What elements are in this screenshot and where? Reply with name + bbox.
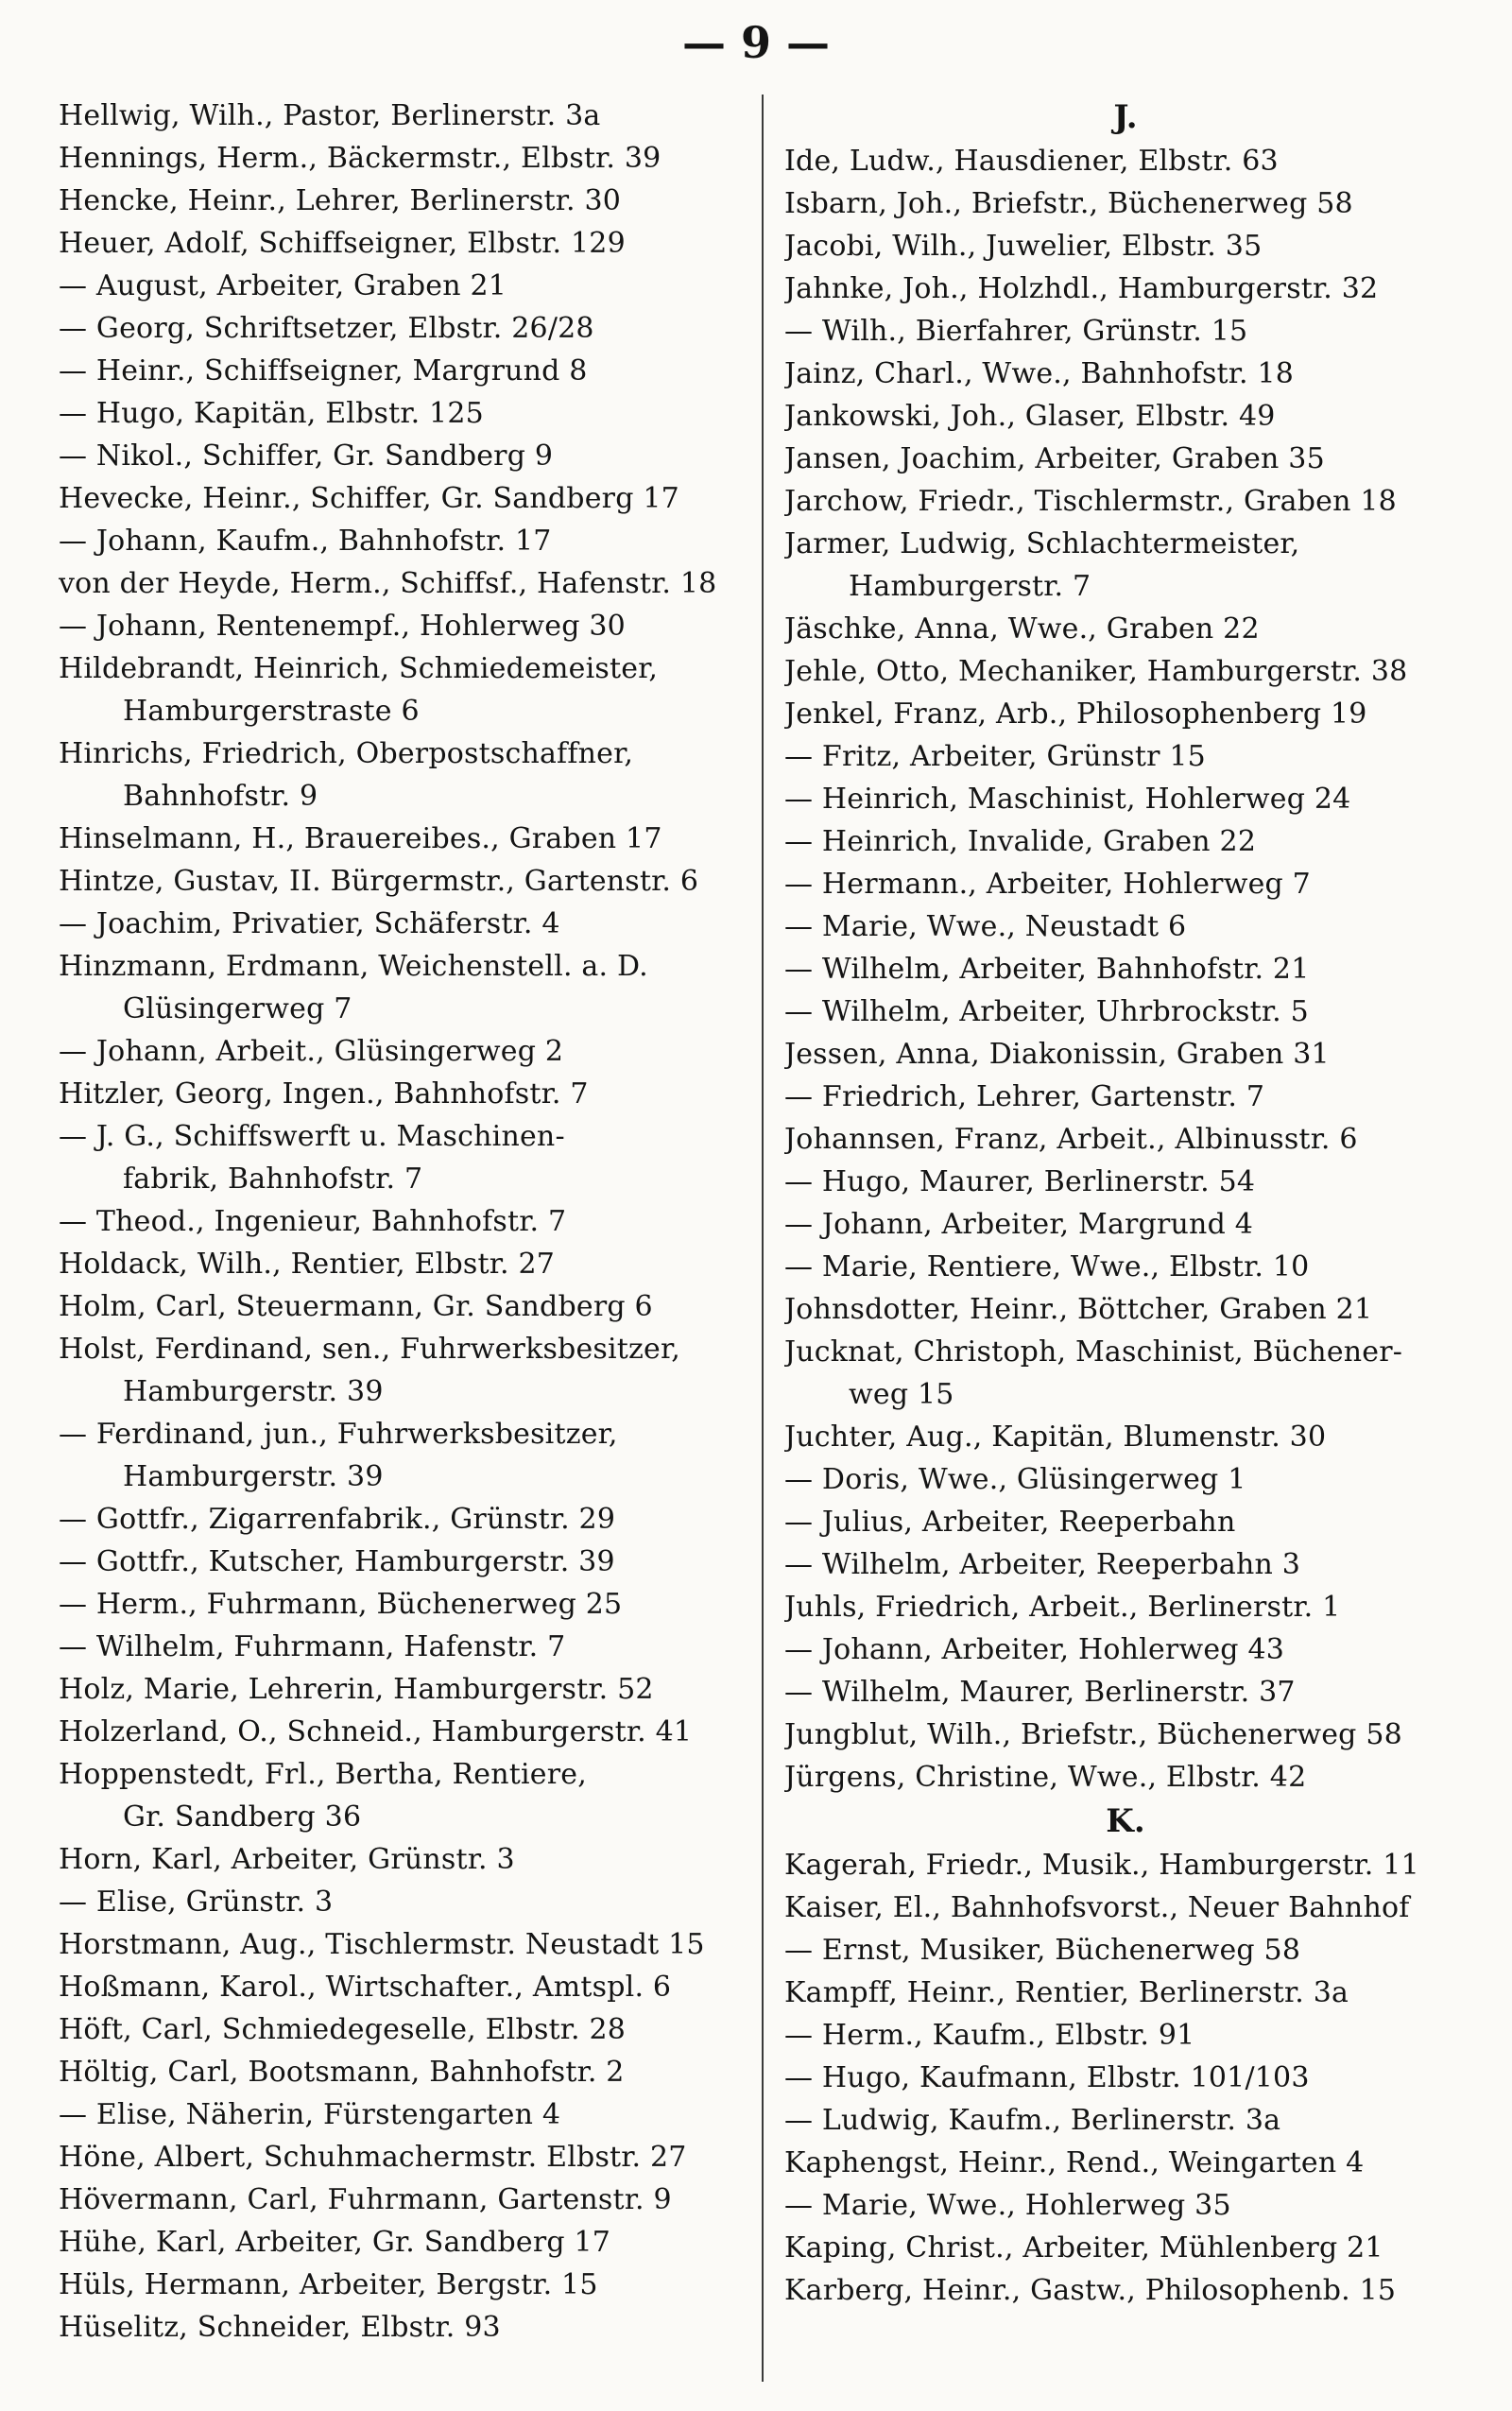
directory-entry: Hüls, Hermann, Arbeiter, Bergstr. 15 (59, 2268, 598, 2301)
columns (59, 95, 1467, 2382)
directory-entry: Kagerah, Friedr., Musik., Hamburgerstr. 11 (784, 1849, 1419, 1882)
directory-entry: Jürgens, Christine, Wwe., Elbstr. 42 (784, 1761, 1307, 1794)
directory-entry: Jehle, Otto, Mechaniker, Hamburgerstr. 38 (784, 655, 1408, 688)
right-column (764, 95, 1467, 2382)
directory-entry: Hitzler, Georg, Ingen., Bahnhofstr. 7 (59, 1077, 589, 1111)
directory-entry: — Julius, Arbeiter, Reeperbahn (784, 1506, 1236, 1539)
directory-entry: — Theod., Ingenieur, Bahnhofstr. 7 (59, 1205, 567, 1238)
directory-entry: — Hermann., Arbeiter, Hohlerweg 7 (784, 868, 1311, 901)
directory-entry: — Elise, Näherin, Fürstengarten 4 (59, 2098, 561, 2131)
directory-entry: Hinrichs, Friedrich, Oberpostschaffner, (59, 737, 634, 770)
directory-entry: — Heinrich, Invalide, Graben 22 (784, 825, 1257, 858)
directory-entry: Holst, Ferdinand, sen., Fuhrwerksbesitzer, (59, 1333, 680, 1366)
directory-entry: — Ludwig, Kaufm., Berlinerstr. 3a (784, 2104, 1281, 2137)
directory-entry: Hinzmann, Erdmann, Weichenstell. a. D. (59, 950, 648, 983)
directory-entry: Horn, Karl, Arbeiter, Grünstr. 3 (59, 1843, 515, 1876)
section-letter: J. (1113, 98, 1138, 136)
directory-entry: — Elise, Grünstr. 3 (59, 1886, 334, 1919)
directory-entry-continuation: Hamburgerstr. 39 (123, 1375, 384, 1408)
directory-entry: — Doris, Wwe., Glüsingerweg 1 (784, 1463, 1246, 1496)
directory-entry: — Hugo, Maurer, Berlinerstr. 54 (784, 1165, 1256, 1198)
left-column (59, 95, 762, 2382)
directory-entry: Karberg, Heinr., Gastw., Philosophenb. 15 (784, 2274, 1397, 2307)
directory-entry: — Ernst, Musiker, Büchenerweg 58 (784, 1934, 1301, 1967)
directory-entry: Hellwig, Wilh., Pastor, Berlinerstr. 3a (59, 99, 601, 132)
directory-entry: — Johann, Arbeiter, Margrund 4 (784, 1208, 1253, 1241)
directory-entry: — Johann, Arbeiter, Hohlerweg 43 (784, 1633, 1285, 1666)
directory-entry: — Wilhelm, Arbeiter, Bahnhofstr. 21 (784, 953, 1310, 986)
directory-entry: Höne, Albert, Schuhmachermstr. Elbstr. 27 (59, 2141, 687, 2174)
directory-entry: Hintze, Gustav, II. Bürgermstr., Gartenstr. 6 (59, 865, 699, 898)
directory-entry: Holzerland, O., Schneid., Hamburgerstr. 41 (59, 1715, 693, 1748)
directory-entry: — Wilhelm, Maurer, Berlinerstr. 37 (784, 1676, 1296, 1709)
directory-entry: Jahnke, Joh., Holzhdl., Hamburgerstr. 32 (784, 272, 1379, 305)
directory-entry: — Herm., Kaufm., Elbstr. 91 (784, 2019, 1195, 2052)
directory-entry: Hühe, Karl, Arbeiter, Gr. Sandberg 17 (59, 2226, 611, 2259)
directory-entry: Holdack, Wilh., Rentier, Elbstr. 27 (59, 1248, 556, 1281)
directory-entry: Jarmer, Ludwig, Schlachtermeister, (784, 527, 1300, 560)
directory-entry: Jarchow, Friedr., Tischlermstr., Graben 18 (784, 485, 1397, 518)
directory-entry-continuation: fabrik, Bahnhofstr. 7 (123, 1162, 423, 1196)
directory-entry: — Hugo, Kaufmann, Elbstr. 101/103 (784, 2061, 1310, 2094)
directory-entry-continuation: Glüsingerweg 7 (123, 992, 352, 1025)
directory-entry: Juchter, Aug., Kapitän, Blumenstr. 30 (784, 1421, 1327, 1454)
directory-entry: — Johann, Arbeit., Glüsingerweg 2 (59, 1035, 564, 1068)
directory-entry: Hinselmann, H., Brauereibes., Graben 17 (59, 822, 662, 855)
directory-entry: — Georg, Schriftsetzer, Elbstr. 26/28 (59, 312, 594, 345)
directory-entry: Kaping, Christ., Arbeiter, Mühlenberg 21 (784, 2231, 1383, 2265)
directory-entry: Holz, Marie, Lehrerin, Hamburgerstr. 52 (59, 1673, 654, 1706)
directory-entry: Jankowski, Joh., Glaser, Elbstr. 49 (784, 400, 1276, 433)
directory-entry: Johannsen, Franz, Arbeit., Albinusstr. 6 (784, 1123, 1358, 1156)
directory-entry: Jainz, Charl., Wwe., Bahnhofstr. 18 (784, 357, 1295, 390)
directory-entry: Isbarn, Joh., Briefstr., Büchenerweg 58 (784, 187, 1353, 220)
directory-entry: — Heinrich, Maschinist, Hohlerweg 24 (784, 783, 1351, 816)
directory-entry: — Wilh., Bierfahrer, Grünstr. 15 (784, 315, 1248, 348)
directory-entry: Hoppenstedt, Frl., Bertha, Rentiere, (59, 1758, 587, 1791)
directory-entry: — Gottfr., Zigarrenfabrik., Grünstr. 29 (59, 1503, 616, 1536)
directory-entry: — Nikol., Schiffer, Gr. Sandberg 9 (59, 439, 554, 473)
directory-entry: — Friedrich, Lehrer, Gartenstr. 7 (784, 1080, 1265, 1113)
directory-entry: — Marie, Wwe., Hohlerweg 35 (784, 2189, 1231, 2222)
directory-entry: Hevecke, Heinr., Schiffer, Gr. Sandberg 17 (59, 482, 679, 515)
directory-entry: — J. G., Schiffswerft u. Maschinen- (59, 1120, 565, 1153)
page-number: — 9 — (681, 17, 831, 68)
directory-entry: Jessen, Anna, Diakonissin, Graben 31 (784, 1038, 1330, 1071)
directory-entry: — Herm., Fuhrmann, Büchenerweg 25 (59, 1588, 623, 1621)
directory-entry: Jansen, Joachim, Arbeiter, Graben 35 (784, 442, 1325, 475)
directory-entry: — Wilhelm, Arbeiter, Reeperbahn 3 (784, 1548, 1301, 1581)
directory-entry: Horstmann, Aug., Tischlermstr. Neustadt 15 (59, 1928, 705, 1961)
directory-entry: Höft, Carl, Schmiedegeselle, Elbstr. 28 (59, 2013, 627, 2046)
directory-entry-continuation: Hamburgerstr. 7 (849, 570, 1091, 603)
directory-entry-continuation: Bahnhofstr. 9 (123, 780, 318, 813)
directory-entry: — Marie, Rentiere, Wwe., Elbstr. 10 (784, 1250, 1310, 1283)
directory-entry: Juhls, Friedrich, Arbeit., Berlinerstr. 1 (784, 1591, 1341, 1624)
directory-entry: Jungblut, Wilh., Briefstr., Büchenerweg 58 (784, 1718, 1402, 1751)
directory-entry: von der Heyde, Herm., Schiffsf., Hafenstr. 18 (59, 567, 717, 600)
directory-entry: Kampff, Heinr., Rentier, Berlinerstr. 3a (784, 1976, 1349, 2009)
directory-entry: — Hugo, Kapitän, Elbstr. 125 (59, 397, 484, 430)
directory-entry: — Heinr., Schiffseigner, Margrund 8 (59, 354, 588, 387)
directory-entry: Hildebrandt, Heinrich, Schmiedemeister, (59, 652, 659, 685)
directory-entry: Kaphengst, Heinr., Rend., Weingarten 4 (784, 2146, 1365, 2179)
directory-entry: — Marie, Wwe., Neustadt 6 (784, 910, 1187, 943)
section-letter: K. (1106, 1802, 1145, 1840)
directory-entry: — Wilhelm, Arbeiter, Uhrbrockstr. 5 (784, 995, 1309, 1028)
directory-entry: Hüselitz, Schneider, Elbstr. 93 (59, 2311, 501, 2344)
directory-entry: Ide, Ludw., Hausdiener, Elbstr. 63 (784, 145, 1279, 178)
directory-entry-continuation: Gr. Sandberg 36 (123, 1800, 362, 1834)
directory-entry: — Gottfr., Kutscher, Hamburgerstr. 39 (59, 1545, 615, 1578)
directory-entry: Kaiser, El., Bahnhofsvorst., Neuer Bahnhof (784, 1891, 1410, 1924)
directory-entry-continuation: Hamburgerstraste 6 (123, 695, 420, 728)
directory-entry-continuation: weg 15 (849, 1378, 954, 1411)
directory-entry: — Fritz, Arbeiter, Grünstr 15 (784, 740, 1206, 773)
directory-entry: Heuer, Adolf, Schiffseigner, Elbstr. 129 (59, 227, 626, 260)
directory-entry: Hoßmann, Karol., Wirtschafter., Amtspl. 6 (59, 1971, 672, 2004)
directory-entry: — Johann, Kaufm., Bahnhofstr. 17 (59, 525, 552, 558)
directory-entry: Jucknat, Christoph, Maschinist, Büchener- (784, 1335, 1403, 1369)
directory-entry-continuation: Hamburgerstr. 39 (123, 1460, 384, 1493)
directory-entry: Höltig, Carl, Bootsmann, Bahnhofstr. 2 (59, 2056, 625, 2089)
directory-entry: — Johann, Rentenempf., Hohlerweg 30 (59, 610, 626, 643)
directory-entry: — August, Arbeiter, Graben 21 (59, 269, 507, 302)
directory-entry: Holm, Carl, Steuermann, Gr. Sandberg 6 (59, 1290, 653, 1323)
directory-entry: — Joachim, Privatier, Schäferstr. 4 (59, 907, 560, 940)
directory-entry: Jäschke, Anna, Wwe., Graben 22 (784, 612, 1260, 646)
directory-entry: Hövermann, Carl, Fuhrmann, Gartenstr. 9 (59, 2183, 672, 2216)
directory-entry: Jacobi, Wilh., Juwelier, Elbstr. 35 (784, 230, 1263, 263)
directory-entry: — Wilhelm, Fuhrmann, Hafenstr. 7 (59, 1630, 566, 1663)
directory-entry: Hennings, Herm., Bäckermstr., Elbstr. 39 (59, 142, 662, 175)
directory-entry: Johnsdotter, Heinr., Böttcher, Graben 21 (784, 1293, 1373, 1326)
directory-entry: Hencke, Heinr., Lehrer, Berlinerstr. 30 (59, 184, 622, 217)
directory-entry: — Ferdinand, jun., Fuhrwerksbesitzer, (59, 1418, 618, 1451)
directory-entry: Jenkel, Franz, Arb., Philosophenberg 19 (784, 697, 1367, 731)
